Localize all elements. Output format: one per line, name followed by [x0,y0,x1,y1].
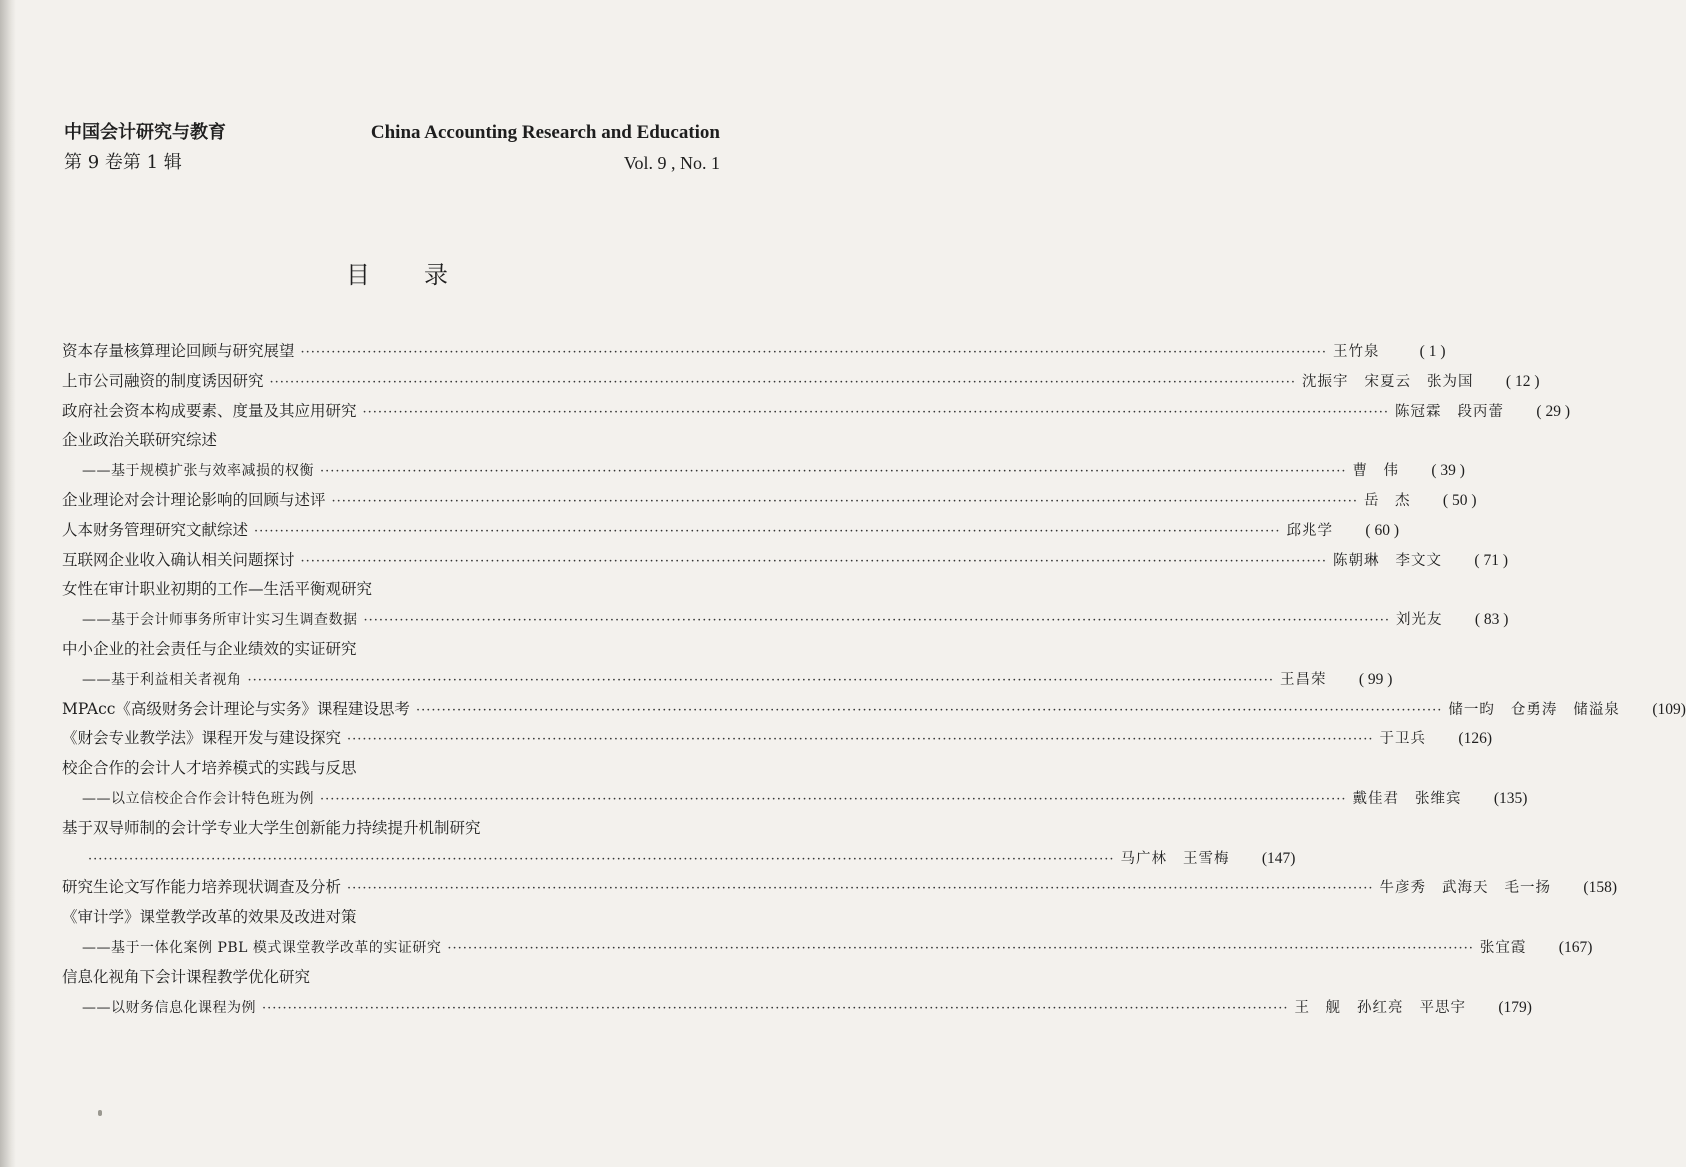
toc-entry-authors [1302,368,1474,398]
toc-entry-page: ( 1 ) [1419,343,1446,360]
toc-entry-authors [1352,785,1461,815]
toc-entry-authors [1333,547,1442,577]
toc-subtitle-line[interactable] [62,665,1393,695]
toc-entry-authors [1379,725,1426,755]
toc-entry-page: (147) [1261,849,1296,867]
toc-entry-title: MPAcc《高级财务会计理论与实务》课程建设思考 [62,699,410,718]
toc-subtitle-line[interactable] [62,933,1593,963]
toc-entry-title: 政府社会资本构成要素、度量及其应用研究 [62,401,357,420]
author-name: 毛一扬 [1504,880,1551,897]
toc-entry-authors [1395,398,1504,428]
toc-entry[interactable] [62,575,722,605]
dot-leader: ········································································································································································································ [363,613,1390,629]
author-name: 王 舰 [1294,999,1341,1016]
toc-entry-page: (109) [1652,700,1686,718]
author-name: 武海天 [1441,880,1489,897]
toc-entry-authors [1379,874,1551,904]
author-name: 王昌荣 [1279,671,1327,688]
toc-entry[interactable] [62,903,722,933]
toc-entry[interactable] [62,814,722,844]
author-name: 仓勇涛 [1510,701,1558,718]
dot-leader: ········································································································································································································ [300,553,1327,569]
toc-entry-authors [1396,606,1443,636]
toc-entry-page: (158) [1583,879,1617,897]
dot-leader: ········································································································································································································ [254,523,1281,539]
author-name: 曹 伟 [1352,463,1399,480]
toc-subtitle-line[interactable] [62,844,1296,874]
toc-entry-subtitle: ——以立信校企合作会计特色班为例 [82,790,314,807]
author-name: 马广林 [1120,850,1167,867]
toc-entry[interactable] [62,873,1617,903]
toc-entry-title: 企业理论对会计理论影响的回顾与述评 [62,490,326,509]
toc-entry-subtitle: ——以财务信息化课程为例 [82,999,256,1016]
toc-entry-title: 上市公司融资的制度诱因研究 [62,371,264,390]
author-name: 储溢泉 [1573,701,1620,718]
dot-leader: ········································································································································································································ [347,732,1374,748]
author-name: 于卫兵 [1379,731,1426,748]
toc-entry[interactable] [62,695,1686,725]
author-name: 邱兆学 [1286,522,1333,539]
toc-entry-subtitle: ——基于规模扩张与效率减损的权衡 [82,463,314,480]
author-name: 储一昀 [1448,701,1495,718]
toc-entry-authors [1333,338,1380,368]
issue-number-cn: 第 9 卷第 1 辑 [64,152,182,173]
toc-subtitle-line[interactable] [62,605,1509,635]
issue-number-en: Vol. 9 , No. 1 [623,153,720,173]
dot-leader: ········································································································································································································ [447,940,1474,956]
author-name: 王竹泉 [1332,344,1380,360]
toc-entry[interactable] [62,516,1399,546]
table-of-contents [62,337,1686,1022]
toc-entry-page: ( 99 ) [1358,670,1393,688]
toc-entry-title: 《审计学》课堂教学改革的效果及改进对策 [62,908,357,927]
toc-subtitle-line[interactable] [62,993,1532,1023]
author-name: 戴佳君 [1352,790,1399,807]
toc-entry-page: ( 29 ) [1536,402,1570,420]
author-name: 陈冠霖 [1394,403,1442,420]
toc-entry[interactable] [62,426,722,456]
toc-subtitle-line[interactable] [62,456,1465,486]
dot-leader: ········································································································································································································ [347,881,1374,897]
toc-entry-page: ( 60 ) [1365,521,1399,539]
author-name: 岳 杰 [1363,492,1411,509]
toc-entry-page: (135) [1493,789,1528,807]
toc-entry-page: ( 50 ) [1442,491,1477,509]
toc-entry-page: (167) [1558,938,1593,956]
journal-name-cn: 中国会计研究与教育 [64,122,226,143]
author-name: 张维宾 [1414,790,1462,807]
author-name: 宋夏云 [1364,373,1411,390]
author-name: 段丙蕾 [1457,403,1504,420]
author-name: 沈振宇 [1301,373,1349,390]
journal-header-cn [64,120,226,176]
toc-entry-subtitle: ——基于一体化案例 PBL 模式课堂教学改革的实证研究 [82,939,442,956]
toc-subtitle-line[interactable] [62,784,1528,814]
toc-entry-title: 人本财务管理研究文献综述 [62,520,249,539]
dot-leader: ········································································································································································································ [331,493,1358,509]
toc-entry-authors [1352,457,1399,487]
dot-leader: ········································································································································································································ [362,404,1389,420]
toc-entry-page: ( 39 ) [1431,462,1465,480]
author-name: 张宜霞 [1479,939,1527,956]
toc-entry-subtitle: ——基于利益相关者视角 [82,671,242,688]
toc-entry[interactable] [62,397,1570,427]
dot-leader: ········································································································································································································ [262,1000,1289,1016]
toc-entry-page: (179) [1498,998,1532,1016]
toc-entry-page: ( 83 ) [1474,611,1509,629]
toc-entry-page: ( 12 ) [1505,372,1540,390]
author-name: 张为国 [1426,373,1474,390]
table-of-contents-heading: 目录 [346,261,502,289]
dot-leader: ········································································································································································································ [269,374,1296,390]
toc-entry[interactable] [62,486,1477,516]
toc-entry-title: 互联网企业收入确认相关问题探讨 [62,550,295,569]
dot-leader: ········································································································································································································ [247,672,1274,688]
toc-entry-authors [1364,487,1411,517]
toc-entry-authors [1286,517,1333,547]
toc-entry[interactable] [62,754,722,784]
author-name: 王雪梅 [1182,850,1230,867]
author-name: 陈朝琳 [1332,552,1380,569]
toc-entry[interactable] [62,367,1540,397]
toc-entry[interactable] [62,546,1508,576]
toc-entry-title: 研究生论文写作能力培养现状调查及分析 [62,878,342,897]
toc-entry-page: ( 71 ) [1474,551,1508,569]
toc-entry-title: 信息化视角下会计课程教学优化研究 [62,967,311,986]
dot-leader: ········································································································································································································ [300,345,1327,360]
toc-entry[interactable] [62,337,1446,367]
toc-entry-authors [1480,934,1527,964]
page-mark [98,1110,102,1116]
journal-header-en [371,120,720,176]
toc-entry-title: 基于双导师制的会计学专业大学生创新能力持续提升机制研究 [62,818,481,837]
author-name: 李文文 [1395,552,1442,569]
toc-entry-authors [1120,845,1229,875]
dot-leader: ········································································································································································································ [320,464,1347,480]
page-binding-edge [0,0,16,1167]
toc-entry[interactable] [62,635,722,665]
dot-leader: ········································································································································································································ [415,702,1443,718]
author-name: 平思宇 [1419,999,1466,1016]
author-name: 孙红亮 [1356,999,1404,1016]
toc-entry-title: 校企合作的会计人才培养模式的实践与反思 [62,759,357,778]
toc-entry-title: 《财会专业教学法》课程开发与建设探究 [62,729,342,748]
toc-entry-page: (126) [1458,730,1492,748]
toc-entry-title: 中小企业的社会责任与企业绩效的实证研究 [62,639,357,658]
toc-entry-authors [1294,994,1466,1024]
toc-entry-title: 女性在审计职业初期的工作—生活平衡观研究 [62,580,373,599]
author-name: 牛彦秀 [1379,880,1426,897]
toc-entry-authors [1280,666,1327,696]
toc-entry[interactable] [62,724,1492,754]
journal-name-en: China Accounting Research and Education [370,122,720,143]
toc-entry-authors [1448,696,1620,726]
dot-leader: ········································································································································································································ [320,791,1347,807]
toc-entry-title: 资本存量核算理论回顾与研究展望 [62,342,295,360]
toc-entry-title: 企业政治关联研究综述 [62,431,218,450]
author-name: 刘光友 [1395,612,1443,629]
toc-entry-subtitle: ——基于会计师事务所审计实习生调查数据 [82,612,358,629]
dot-leader: ········································································································································································································ [88,851,1115,867]
toc-entry[interactable] [62,963,722,993]
